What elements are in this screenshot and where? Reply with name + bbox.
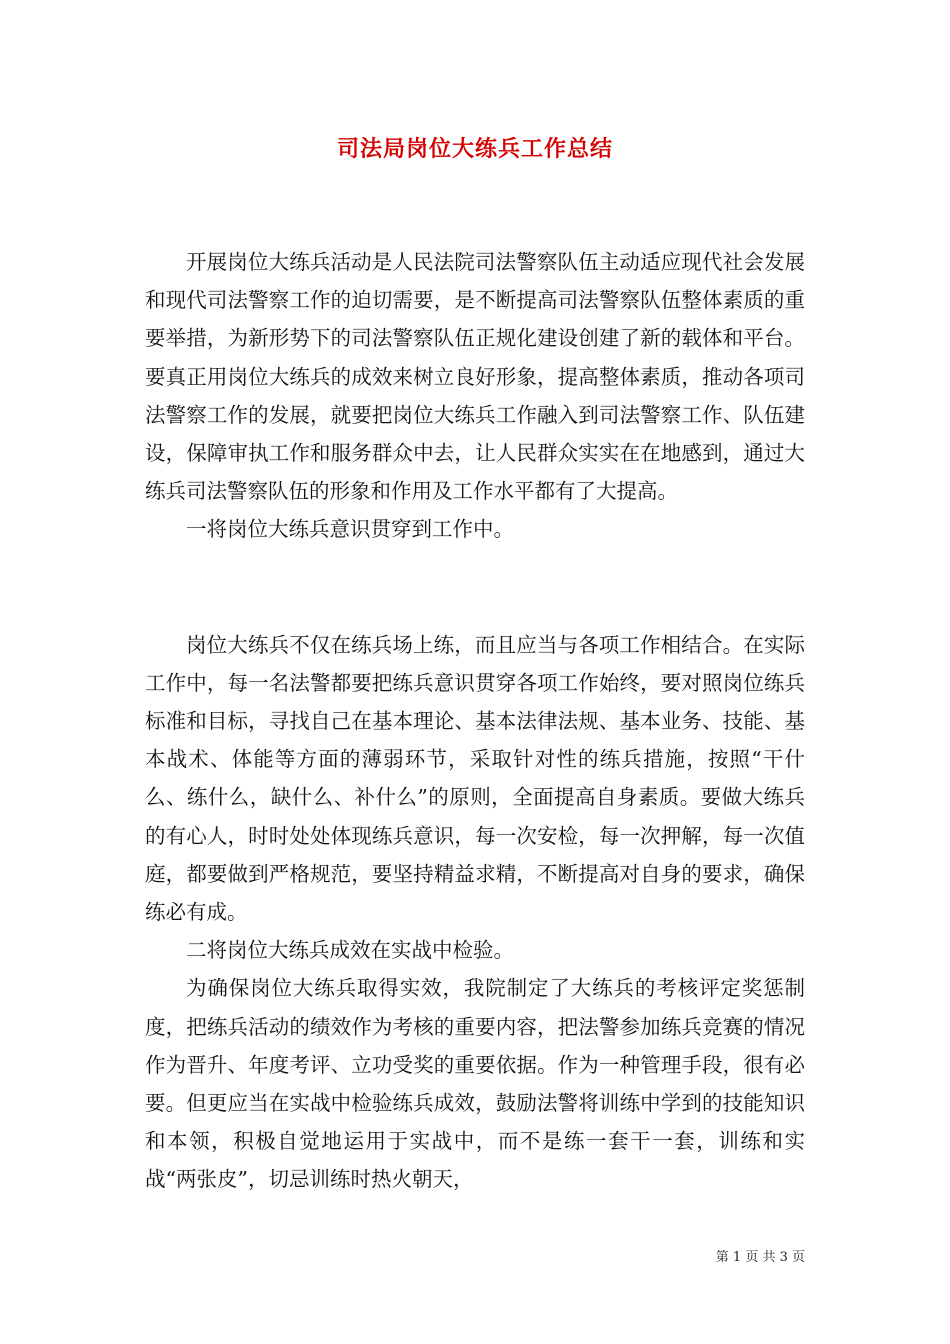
document-body <box>145 243 805 1199</box>
section-spacer <box>145 549 805 626</box>
section-heading-1: 一将岗位大练兵意识贯穿到工作中。 <box>186 517 514 542</box>
paragraph-intro: 开展岗位大练兵活动是人民法院司法警察队伍主动适应现代社会发展和现代司法警察工作的迫切需要，是不断提高司法警察队伍整体素质的重要举措，为新形势下的司法警察队伍正规化建设创建了新的载体和平台。要真正用岗位大练兵的成效来树立良好形象，提高整体素质，推动各项司法警察工作的发展，就要把岗位大练兵工作融入到司法警察工作、队伍建设，保障审执工作和服务群众中去，让人民群众实实在在地感到，通过大练兵司法警察队伍的形象和作用及工作水平都有了大提高。 <box>145 250 805 504</box>
section-heading-2: 二将岗位大练兵成效在实战中检验。 <box>186 938 514 963</box>
paragraph-section-1: 岗位大练兵不仅在练兵场上练，而且应当与各项工作相结合。在实际工作中，每一名法警都要把练兵意识贯穿各项工作始终，要对照岗位练兵标准和目标，寻找自己在基本理论、基本法律法规、基本业务、技能、基本战术、体能等方面的薄弱环节，采取针对性的练兵措施，按照“干什么、练什么，缺什么、补什么”的原则，全面提高自身素质。要做大练兵的有心人，时时处处体现练兵意识，每一次安检，每一次押解，每一次值庭，都要做到严格规范，要坚持精益求精，不断提高对自身的要求，确保练必有成。 <box>145 632 805 925</box>
document-title: 司法局岗位大练兵工作总结 <box>336 136 613 162</box>
paragraph-section-2: 为确保岗位大练兵取得实效，我院制定了大练兵的考核评定奖惩制度，把练兵活动的绩效作为考核的重要内容，把法警参加练兵竞赛的情况作为晋升、年度考评、立功受奖的重要依据。作为一种管理手段，很有必要。但更应当在实战中检验练兵成效，鼓励法警将训练中学到的技能知识和本领，积极自觉地运用于实战中，而不是练一套干一套，训练和实战“两张皮”，切忌训练时热火朝天， <box>145 976 805 1192</box>
page-number-footer: 第 1 页 共 3 页 <box>715 1250 805 1265</box>
